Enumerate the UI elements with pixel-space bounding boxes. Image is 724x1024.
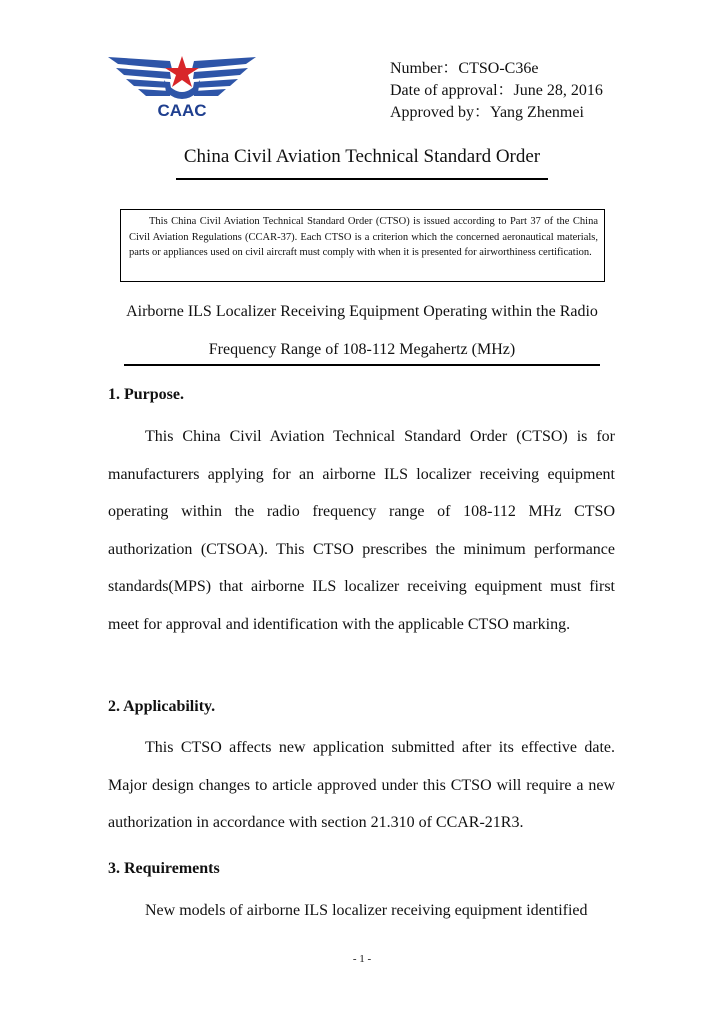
logo-text: CAAC [157,101,207,120]
subject-underline [124,364,600,366]
section-body-applicability [108,729,615,842]
subject-line-1: Airborne ILS Localizer Receiving Equipment Operating within the Radio [126,303,598,320]
approval-date: Date of approval：June 28, 2016 [390,82,603,99]
paragraph-text: New models of airborne ILS localizer receiving equipment identified [145,902,588,919]
title-underline [176,178,548,180]
paragraph-text: This CTSO affects new application submitted after its effective date. Major design changes to article approved under this CTSO will require a new authorization in accordance with section 21.310 of CCAR-21R3. [108,739,615,831]
notice-text: This China Civil Aviation Technical Standard Order (CTSO) is issued according to Part 37 of the China Civil Aviation Regulations (CCAR-37). Each CTSO is a criterion which the concerned aeronautical materials, parts or appliances used on civil aircraft must comply with when it is presented for airworthiness certification. [129,216,598,258]
section-body-requirements [108,892,615,930]
notice-box [120,209,605,282]
caac-logo [108,52,256,122]
ctso-number: Number：CTSO-C36e [390,60,539,77]
section-body-purpose [108,418,615,643]
page-number: - 1 - [352,953,372,965]
approved-by: Approved by：Yang Zhenmei [390,104,584,121]
paragraph-text: This China Civil Aviation Technical Standard Order (CTSO) is for manufacturers applying for an airborne ILS localizer receiving equipment operating within the radio frequency range of 108-112 MHz CTSO authorization (CTSOA). This CTSO prescribes the minimum performance standards(MPS) that airborne ILS localizer receiving equipment must first meet for approval and identification with the applicable CTSO marking. [108,428,615,633]
document-title: China Civil Aviation Technical Standard Order [183,146,541,167]
caac-emblem-icon [108,52,256,122]
section-heading-requirements: 3. Requirements [108,860,220,877]
subject-line-2: Frequency Range of 108-112 Megahertz (MHz) [208,341,516,358]
section-heading-applicability: 2. Applicability. [108,698,216,715]
section-heading-purpose: 1. Purpose. [108,386,184,403]
